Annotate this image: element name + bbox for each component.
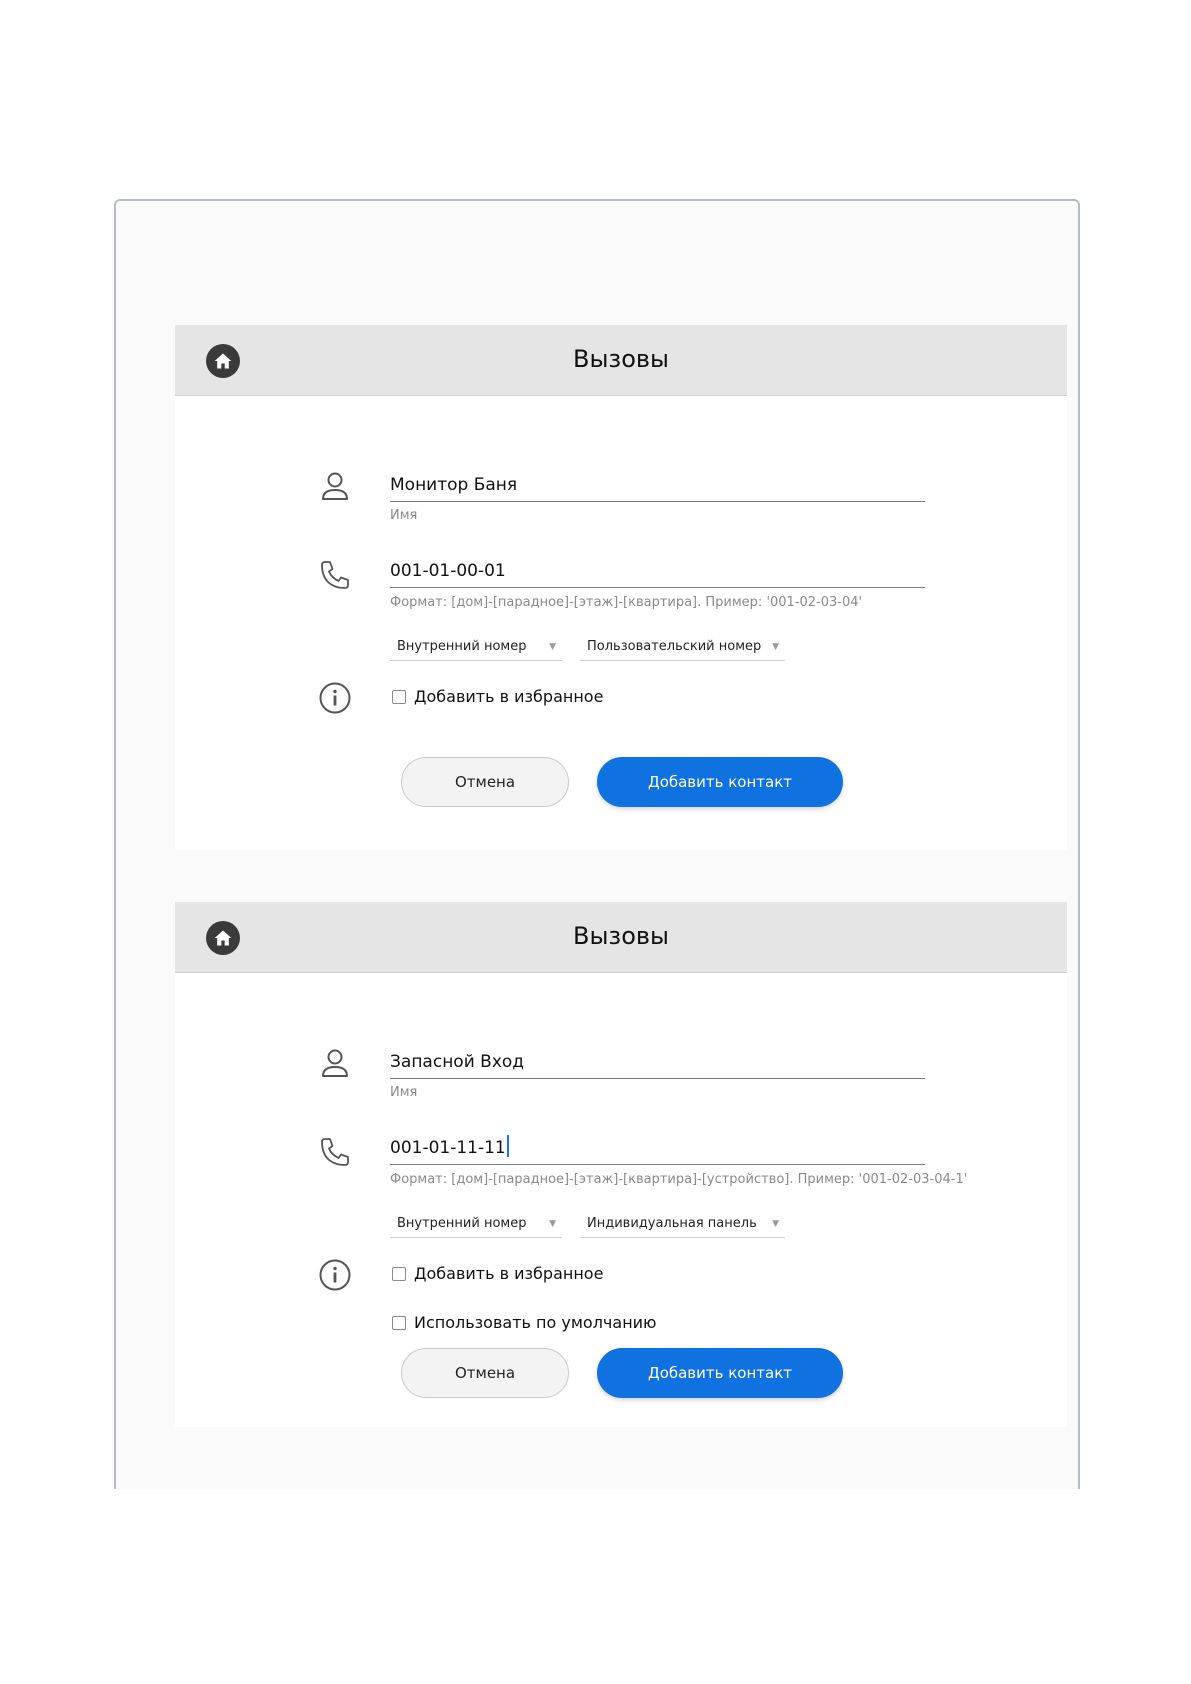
number-input-wrap[interactable] — [390, 1135, 925, 1161]
add-contact-button[interactable]: Добавить контакт — [597, 757, 843, 807]
phone-icon — [318, 1135, 352, 1169]
checkbox-label: Добавить в избранное — [414, 687, 604, 706]
device-type-select[interactable] — [580, 635, 785, 661]
name-field[interactable] — [390, 1049, 925, 1079]
device-type-select[interactable] — [580, 1212, 785, 1238]
name-helper: Имя — [390, 508, 418, 523]
person-icon — [318, 1046, 352, 1080]
name-field[interactable] — [390, 472, 925, 502]
number-type-value: Внутренний номер — [397, 639, 527, 654]
cancel-button[interactable]: Отмена — [401, 1348, 569, 1398]
number-field[interactable] — [390, 558, 925, 588]
favorite-checkbox[interactable] — [392, 1264, 603, 1283]
favorite-checkbox[interactable] — [392, 687, 603, 706]
chevron-down-icon: ▼ — [549, 642, 556, 652]
name-helper: Имя — [390, 1085, 418, 1100]
phone-icon — [318, 558, 352, 592]
number-type-select[interactable] — [390, 1212, 562, 1238]
person-icon — [318, 469, 352, 503]
number-format-helper: Формат: [дом]-[парадное]-[этаж]-[квартира]-[устройство]. Пример: '001-02-03-04-1' — [390, 1172, 968, 1187]
chevron-down-icon: ▼ — [772, 1219, 779, 1229]
cancel-button[interactable]: Отмена — [401, 757, 569, 807]
checkbox-box[interactable] — [392, 1316, 406, 1330]
number-type-value: Внутренний номер — [397, 1216, 527, 1231]
number-field[interactable] — [390, 1135, 925, 1165]
checkbox-box[interactable] — [392, 1267, 406, 1281]
page-title: Вызовы — [573, 922, 669, 950]
info-icon[interactable] — [318, 1258, 352, 1292]
add-contact-screen-1 — [175, 325, 1067, 850]
default-checkbox[interactable] — [392, 1313, 657, 1332]
add-contact-screen-2 — [175, 902, 1067, 1427]
device-type-value: Пользовательский номер — [587, 639, 762, 654]
chevron-down-icon: ▼ — [772, 642, 779, 652]
top-bar — [175, 325, 1067, 396]
number-format-helper: Формат: [дом]-[парадное]-[этаж]-[квартира]. Пример: '001-02-03-04' — [390, 595, 863, 610]
device-type-value: Индивидуальная панель — [587, 1216, 757, 1231]
checkbox-box[interactable] — [392, 690, 406, 704]
text-caret — [507, 1135, 509, 1157]
checkbox-label: Добавить в избранное — [414, 1264, 604, 1283]
number-input[interactable]: 001-01-00-01 — [390, 561, 506, 581]
add-contact-button[interactable]: Добавить контакт — [597, 1348, 843, 1398]
top-bar — [175, 902, 1067, 973]
name-input[interactable]: Монитор Баня — [390, 475, 518, 495]
checkbox-label: Использовать по умолчанию — [414, 1313, 657, 1332]
number-type-select[interactable] — [390, 635, 562, 661]
page-title: Вызовы — [573, 345, 669, 373]
number-input[interactable]: 001-01-11-11 — [390, 1138, 506, 1158]
name-input[interactable]: Запасной Вход — [390, 1052, 525, 1072]
chevron-down-icon: ▼ — [549, 1219, 556, 1229]
info-icon[interactable] — [318, 681, 352, 715]
